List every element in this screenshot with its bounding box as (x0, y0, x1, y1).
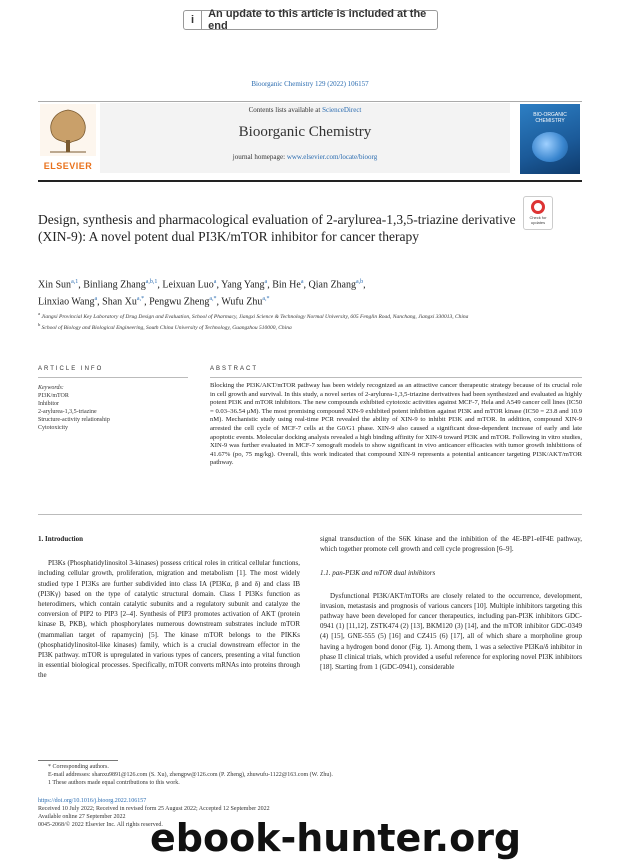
author-affiliation-mark[interactable]: a (300, 279, 304, 285)
affiliation-text: School of Biology and Biological Engineering, South China University of Technology, Guangzhou 510000, China (41, 325, 292, 332)
affiliations (38, 310, 578, 333)
journal-header (100, 103, 510, 173)
author-name[interactable]: Wufu Zhu (221, 296, 263, 308)
homepage-prefix: journal homepage: (232, 153, 287, 161)
article-info-label: ARTICLE INFO (38, 366, 104, 372)
author-name[interactable]: Xin Sun (38, 279, 72, 291)
abstract-bottom-rule (38, 514, 582, 515)
intro-heading: 1. Introduction (38, 535, 83, 543)
publisher-name: ELSEVIER (43, 161, 93, 171)
abstract-label: ABSTRACT (210, 366, 259, 372)
header-bottom-rule (38, 180, 582, 182)
keywords-heading: Keywords: (38, 385, 64, 391)
abstract-text: Blocking the PI3K/AKT/mTOR pathway has been widely recognized as an attractive cancer therapeutic strategy because of its crucial role in cell growth and survival. In this study, a novel series of 2-arylurea-1,3,5-triazine derivatives had been synthesized and evaluated as highly potent PI3K and mTOR inhibitors. The new compounds exhibited cytotoxic activities against MCF-7, Hela and A549 cancer cell lines (IC50 = 0.03–36.54 μM). The most promising compound XIN-9 exhibited potent inhibition against PI3K and mTOR kinase (IC50 = 23.8 and 10.9 nM). Mechanistic study using real-time PCR revealed the ability of XIN-9 to inhibit PI3K and mTOR. In addition, compound XIN-9 arrested the cell cycle of MCF-7 cells at the G0/G1 phase. XIN-9 also caused a significant dose-dependent increase of early and late apoptotic events. Molecular docking analysis revealed a high binding affinity for XIN-9 toward PI3K and mTOR. Following in vitro studies, XIN-9 was further evaluated in MCF-7 xenograft models to show significant in vivo anticancer efficacies with tumor growth inhibitions of 41.67% (po, 75 mg/kg). Overall, this work indicated that compound XIN-9 represents a potential anticancer targeting PI3K/AKT/mTOR pathway. (210, 382, 582, 467)
author-name[interactable]: Linxiao Wang (38, 296, 95, 308)
footnotes (38, 763, 578, 787)
author-name[interactable]: Pengwu Zheng (149, 296, 210, 308)
affiliation-item (38, 310, 578, 321)
cover-image (532, 132, 568, 162)
subsection-paragraph: Dysfunctional PI3K/AKT/mTORs are closely related to the occurrence, development, invasion, metastasis and prognosis of various cancers [10]. Multiple inhibitors targeting this pathway have been developed for cancer therapeutics, including pan-PI3K inhibitors GDC-0941 (1) [11,12], ZSTK474 (2) [13], BKM120 (3) [14], and the mTOR inhibitor GDC-0349 (4) [15], GNE-555 (5) [16] and CZ415 (6) [17], all of which share a morpholine group having a hydrogen bond donor (Fig. 1). Among them, 1 was a selective PI3Kα/δ inhibitor in phase II clinical trials, which provided a useful reference for exploring novel PI3K inhibitors [18]. Starting from 1 (GDC-0941), considerable (320, 591, 582, 672)
author-name[interactable]: Qian Zhang (308, 279, 356, 291)
author-name[interactable]: Leixuan Luo (162, 279, 214, 291)
subsection-heading: 1.1. pan-PI3K and mTOR dual inhibitors (320, 569, 436, 578)
info-icon: i (184, 11, 202, 29)
footnote-rule (38, 760, 118, 761)
author-affiliation-mark[interactable]: a,b (356, 279, 364, 285)
keyword-item: Cytotoxicity (38, 425, 68, 431)
copyright: 0045-2068/© 2022 Elsevier Inc. All rights reserved. (38, 822, 163, 828)
continued-paragraph: signal transduction of the S6K kinase and the inhibition of the 4E-BP1-eIF4E pathway, which together promote cell growth and cell cycle progression [6–9]. (320, 535, 582, 554)
author-affiliation-mark[interactable]: a,b,1 (145, 279, 158, 285)
header-top-rule (38, 101, 582, 102)
keyword-item: Structure-activity relationship (38, 417, 110, 423)
elsevier-tree-icon (40, 104, 96, 156)
keyword-item: 2-arylurea-1,3,5-triazine (38, 409, 97, 415)
author-affiliation-mark[interactable]: a,1 (71, 279, 79, 285)
footnote-corresponding: * Corresponding authors. (48, 764, 109, 770)
cover-title: BIO-ORGANIC CHEMISTRY (533, 112, 567, 124)
author-affiliation-mark[interactable]: a,* (136, 296, 145, 303)
journal-name: Bioorganic Chemistry (238, 124, 372, 140)
affiliation-item (38, 321, 578, 332)
journal-cover (520, 104, 580, 174)
received-dates: Received 10 July 2022; Received in revised form 25 August 2022; Accepted 12 September 2022 (38, 806, 270, 812)
check-updates-label: Check for updates (529, 215, 547, 225)
author-name[interactable]: Shan Xu (102, 296, 137, 308)
contents-prefix: Contents lists available at (248, 106, 323, 114)
update-notice-text: An update to this article is included at the end (208, 8, 427, 32)
author-name[interactable]: Yang Yang (221, 279, 265, 291)
keyword-item: Inhibitor (38, 401, 59, 407)
journal-citation[interactable]: Bioorganic Chemistry 129 (2022) 106157 (251, 80, 369, 88)
keyword-item: PI3K/mTOR (38, 393, 69, 399)
footnote-emails[interactable]: E-mail addresses: shanxu9891@126.com (S. Xu), zhengpw@126.com (P. Zheng), zhuwufu-1122@163.com (W. Zhu). (48, 772, 333, 778)
author-affiliation-mark[interactable]: a (94, 296, 98, 303)
available-online: Available online 27 September 2022 (38, 814, 126, 820)
author-name[interactable]: Bin He (272, 279, 301, 291)
homepage-line (100, 153, 510, 161)
affiliation-text: Jiangxi Provincial Key Laboratory of Drug Design and Evaluation, School of Pharmacy, Jiangxi Science & Technology Normal University, 605 Fenglin Road, Nanchang, Jiangxi 330013, China (41, 313, 469, 320)
author-affiliation-mark[interactable]: a,* (262, 296, 270, 303)
keywords-block (38, 384, 178, 432)
journal-homepage-link[interactable]: www.elsevier.com/locate/bioorg (286, 153, 378, 161)
doi-link[interactable]: https://doi.org/10.1016/j.bioorg.2022.106157 (38, 798, 147, 804)
update-notice-bar[interactable] (183, 10, 438, 30)
intro-paragraph: PI3Ks (Phosphatidylinositol 3-kinases) possess critical roles in critical cellular functions, including cellular growth, proliferation, migration and metabolism [1]. The most widely studied type I PI3Ks are further subdivided into class IA (PI3Kα, β and δ) and class IB (PI3Kγ) based on the type of catalytic structural domain. Class I PI3Ks function as heterodimers, which contain catalytic subunits and a regulatory subunit and catalyze the conversion of PIP2 to PIP3 [2–4]. Synthesis of PIP3 promotes activation of AKT (protein kinase B, PKB), which phosphorylates numerous downstream substrates include mTOR (mammalian target of rapamycin) [5]. The kinase mTOR belongs to the PIKKs (phosphatidylinositol-like kinases) family, which is a crucial downstream effector in the PI3K pathway. mTOR is upregulated in various types of cancers, presenting a vital function in essential biological processes. Specifically, mTOR converts mRNAs into proteins through the (38, 559, 300, 680)
affiliation-mark: b (38, 322, 41, 328)
check-for-updates-button[interactable] (523, 196, 553, 230)
affiliation-mark: a (38, 311, 41, 316)
right-column (320, 534, 582, 672)
left-column (38, 534, 300, 681)
abstract-rule (210, 377, 582, 378)
author-affiliation-mark[interactable]: a (213, 279, 217, 285)
elsevier-logo (38, 104, 98, 174)
author-list: Xin Sun$^{a,1}$, Binliang Zhang$^{a,b,1}$, Leixuan Luo$^a$, Yang Yang$^a$, Bin He$^a$, Qian Zhang$^{a,b}$, Linxiao Wang$^a$, Shan $Xu^{a,*}$, Pengwu Zheng$^{a,*}$, Wufu Zhu$^{a,*}$ (38, 279, 366, 308)
author-affiliation-mark[interactable]: a (264, 279, 268, 285)
article-title: Design, synthesis and pharmacological evaluation of 2-arylurea-1,3,5-triazine derivative (XIN-9): A novel potent dual PI3K/mTOR inhibitor for cancer therapy (38, 212, 516, 244)
contents-line (100, 103, 510, 114)
check-updates-icon (531, 200, 545, 214)
author-affiliation-mark[interactable]: a,* (209, 296, 217, 303)
sciencedirect-link[interactable]: ScienceDirect (322, 106, 362, 114)
author-name[interactable]: Binliang Zhang (83, 279, 146, 291)
footnote-equal-contribution: 1 These authors made equal contributions to this work. (48, 780, 180, 786)
watermark: ebook-hunter.org (150, 816, 522, 860)
article-info-rule (38, 377, 188, 378)
